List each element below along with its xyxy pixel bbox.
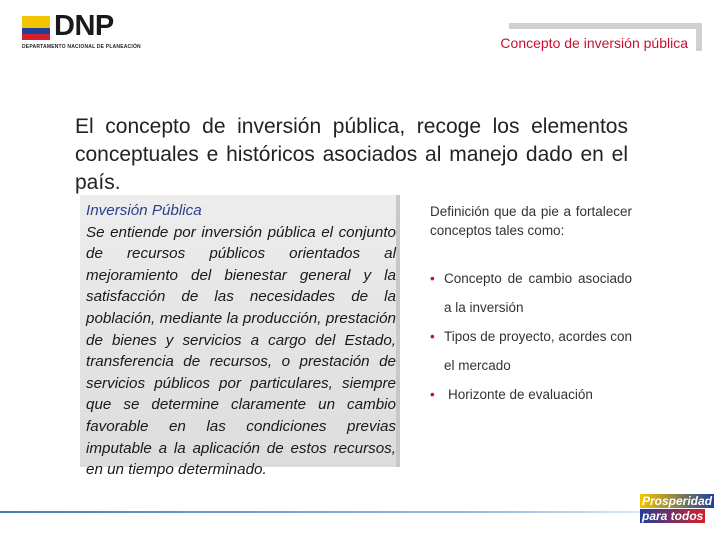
definition-title: Inversión Pública [86,202,202,219]
bullet-icon: • [430,329,435,344]
definition-body: Se entiende por inversión pública el conjunto de recursos públicos orientados al mejoramiento del bienestar general y la satisfacción de las necesidades de la población, mediante la producción, prestación de bienes y servicios a cargo del Estado, transferencia de recursos, o prestación de servicios públicos por particulares, siempre que se determine claramente un cambio favorable en las condiciones previas imputable a la aplicación de estos recursos, en un tiempo determinado. [86,223,396,479]
bullet-item [430,380,632,409]
logo-subtitle: DEPARTAMENTO NACIONAL DE PLANEACIÓN [22,44,141,50]
colombia-flag-icon [22,16,50,40]
definition-block [86,200,396,481]
footer-divider [0,511,720,513]
concept-bullet-list [430,264,632,409]
badge-line-2: para todos [642,509,704,523]
bullet-icon: • [430,387,435,402]
dnp-logo [22,10,141,54]
bullet-text: Horizonte de evaluación [448,387,593,402]
bullet-text: Concepto de cambio asociado a la inversión [444,271,632,315]
bullet-text: Tipos de proyecto, acordes con el mercado [444,329,632,373]
bullet-item [430,264,632,322]
badge-line-1: Prosperidad [642,494,713,508]
side-lead-text: Definición que da pie a fortalecer conceptos tales como: [430,204,632,238]
prosperidad-badge-logo [640,494,713,528]
bullet-icon: • [430,271,435,286]
intro-paragraph: El concepto de inversión pública, recoge los elementos conceptuales e históricos asociados al manejo dado en el país. [75,115,628,194]
bullet-item [430,322,632,380]
slide-header-title: Concepto de inversión pública [500,35,688,51]
logo-wordmark: DNP [54,10,114,42]
